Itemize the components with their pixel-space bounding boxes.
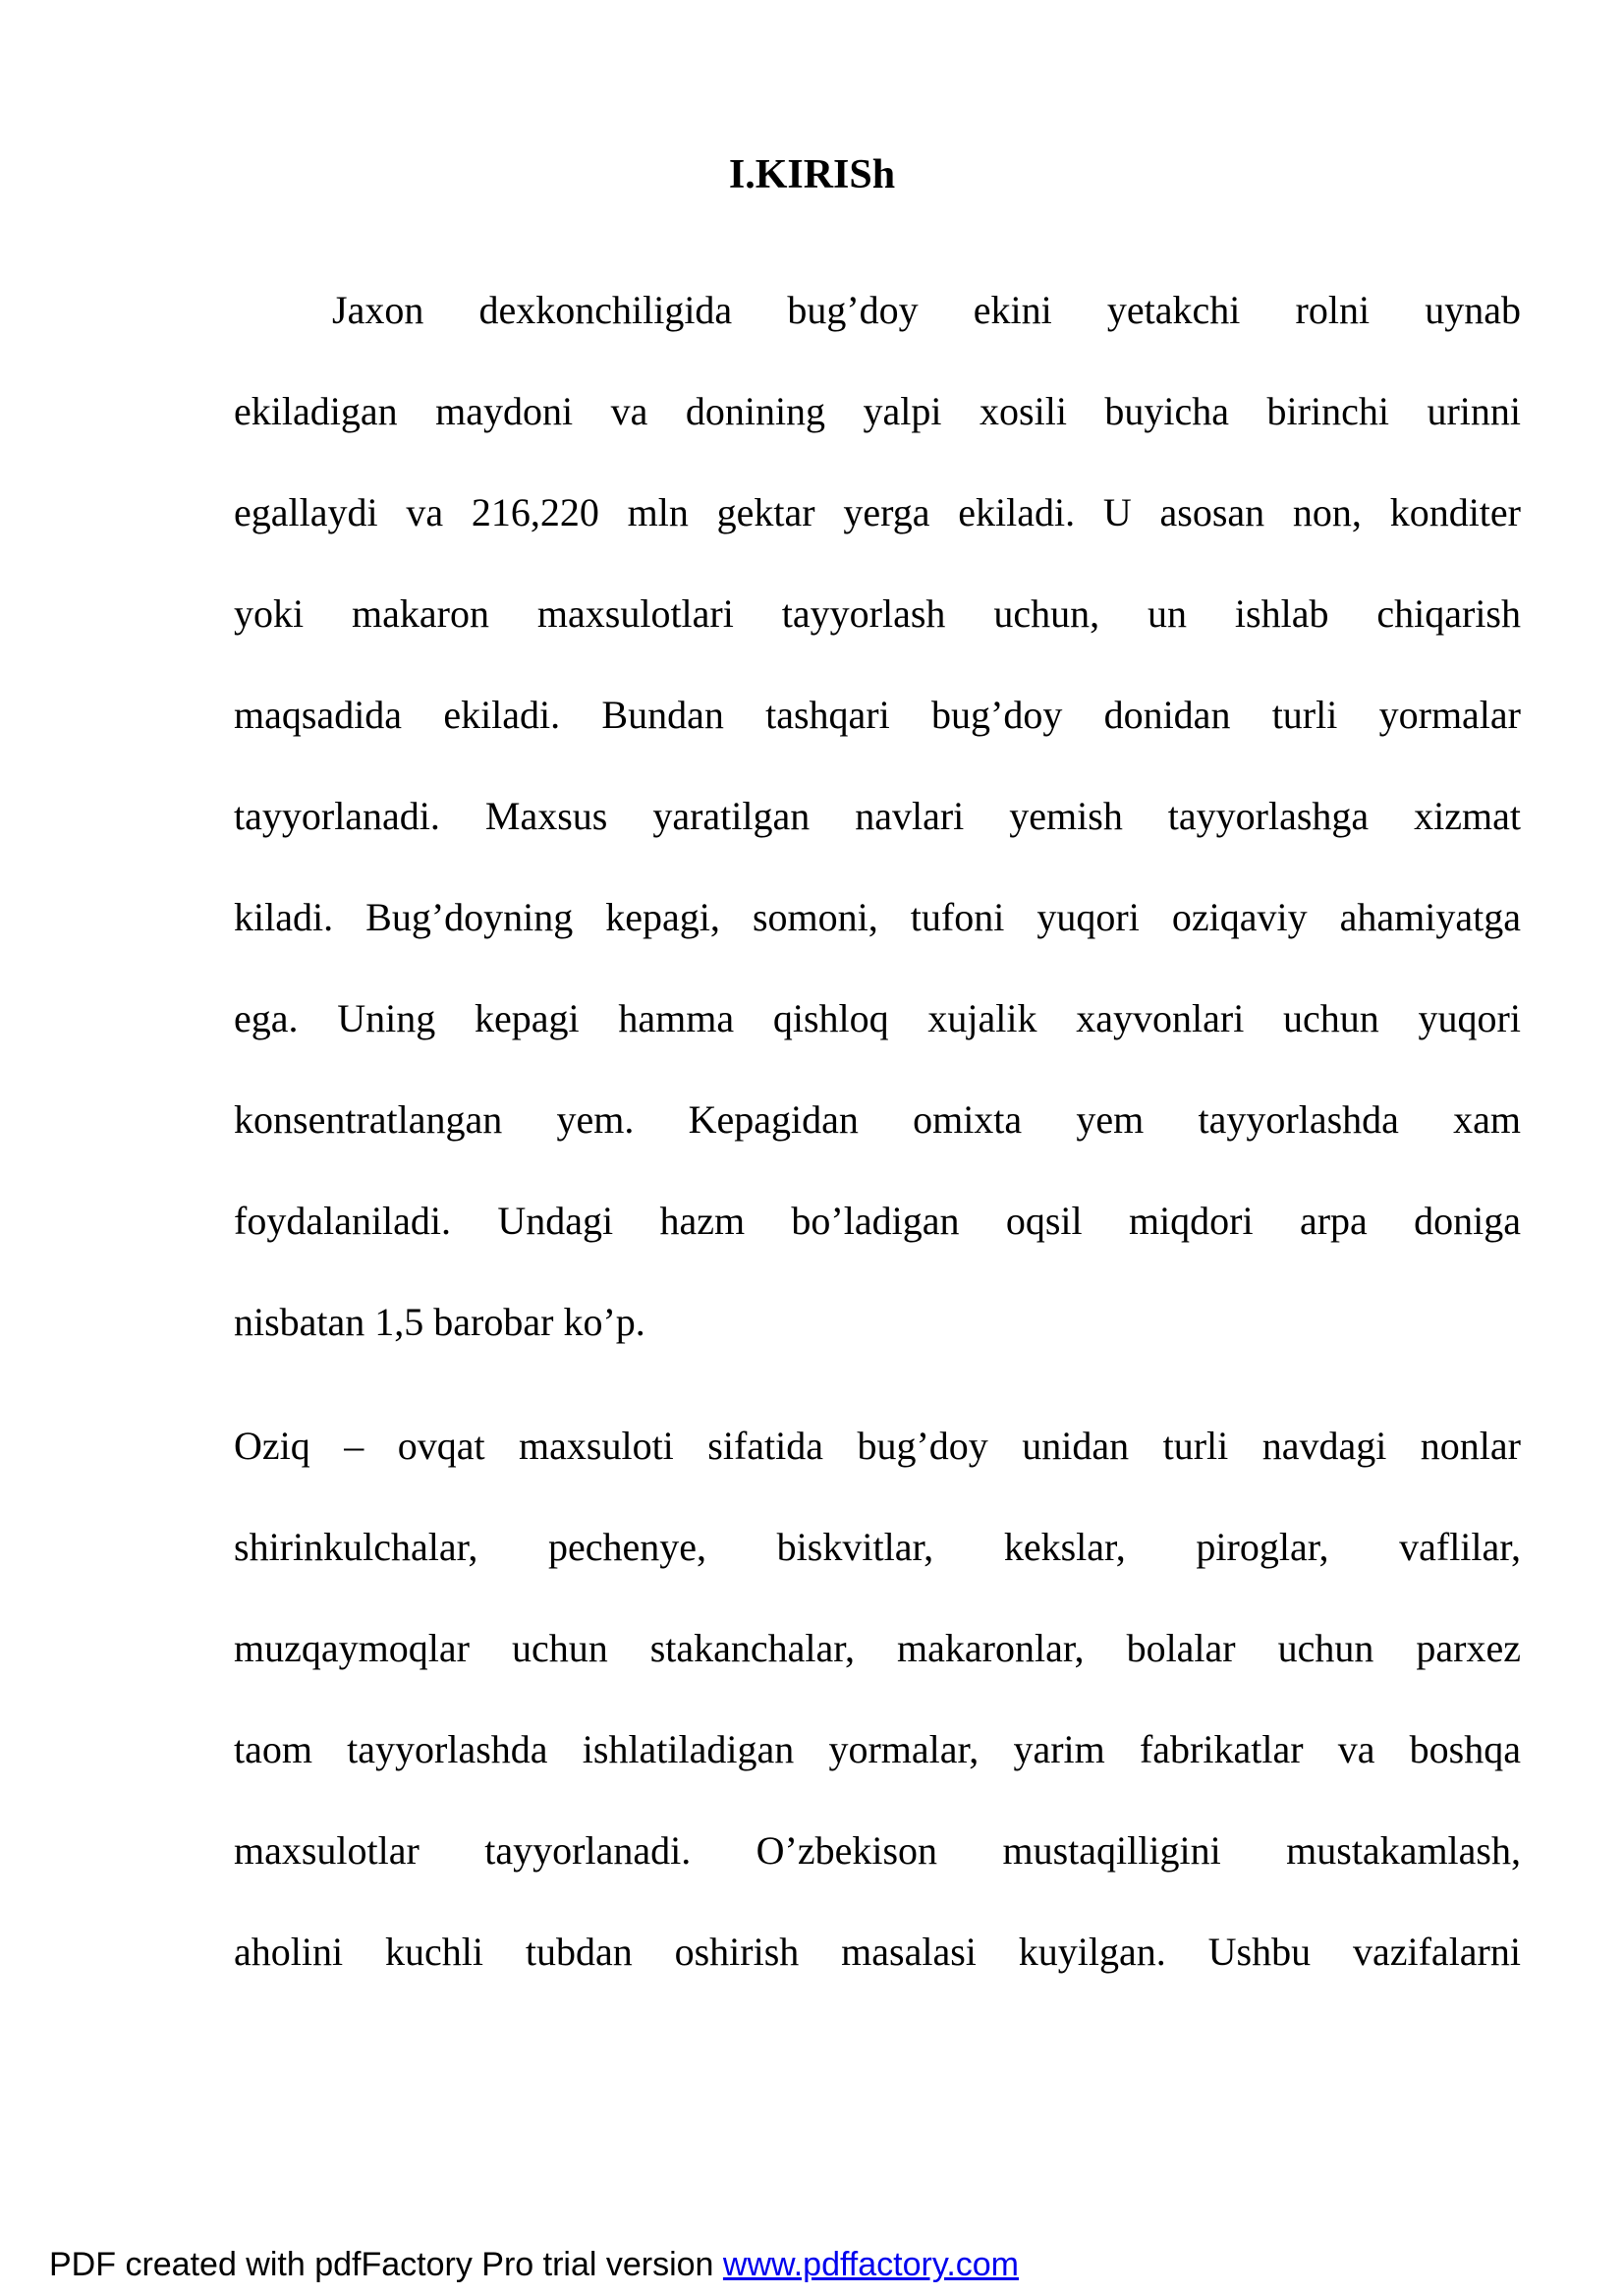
paragraph-line: Oziq – ovqat maxsuloti sifatida bug’doy unidan turli navdagi nonlar [234, 1424, 1521, 1468]
paragraph-line: shirinkulchalar, pechenye, biskvitlar, kekslar, piroglar, vaflilar, [234, 1525, 1521, 1569]
page-title: I.KIRISh [728, 152, 896, 197]
paragraph-line: tayyorlanadi. Maxsus yaratilgan navlari yemish tayyorlashga xizmat [234, 794, 1521, 838]
paragraph-line: yoki makaron maxsulotlari tayyorlash uchun, un ishlab chiqarish [234, 591, 1521, 636]
paragraph-line: ekiladigan maydoni va donining yalpi xosili buyicha birinchi urinni [234, 389, 1521, 433]
paragraph-line: taom tayyorlashda ishlatiladigan yormalar, yarim fabrikatlar va boshqa [234, 1727, 1521, 1771]
footer-text: PDF created with pdfFactory Pro trial version [49, 2246, 723, 2283]
paragraph-line: foydalaniladi. Undagi hazm bo’ladigan oqsil miqdori arpa doniga [234, 1199, 1521, 1243]
paragraph-line: egallaydi va 216,220 mln gektar yerga ekiladi. U asosan non, konditer [234, 490, 1521, 534]
paragraph-line: maqsadida ekiladi. Bundan tashqari bug’doy donidan turli yormalar [234, 693, 1521, 737]
paragraph-line: aholini kuchli tubdan oshirish masalasi kuyilgan. Ushbu vazifalarni [234, 1930, 1521, 1974]
paragraph-line: konsentratlangan yem. Kepagidan omixta yem tayyorlashda xam [234, 1097, 1521, 1142]
paragraph-line: muzqaymoqlar uchun stakanchalar, makaronlar, bolalar uchun parxez [234, 1626, 1521, 1670]
paragraph-line: Jaxon dexkonchiligida bug’doy ekini yetakchi rolni uynab [332, 288, 1521, 332]
paragraph-line: kiladi. Bug’doyning kepagi, somoni, tufoni yuqori oziqaviy ahamiyatga [234, 895, 1521, 939]
paragraph-line: ega. Uning kepagi hamma qishloq xujalik xayvonlari uchun yuqori [234, 996, 1521, 1040]
paragraph-1 [234, 259, 1521, 1372]
paragraph-2 [234, 1395, 1521, 2002]
paragraph-line: maxsulotlar tayyorlanadi. O’zbekison mustaqilligini mustakamlash, [234, 1828, 1521, 1873]
footer-link[interactable]: www.pdffactory.com [722, 2246, 1019, 2283]
paragraph-line: nisbatan 1,5 barobar ko’p. [234, 1300, 645, 1344]
pdf-footer [49, 2246, 1019, 2284]
